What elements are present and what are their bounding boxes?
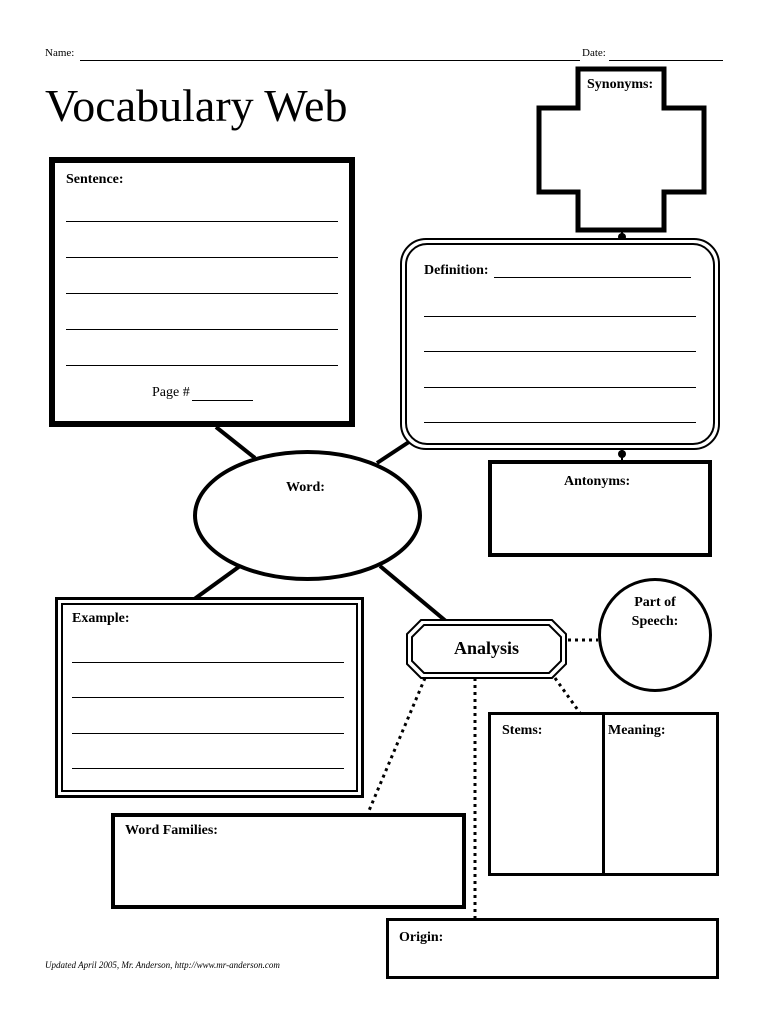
example-line[interactable] — [72, 662, 344, 663]
sentence-line[interactable] — [66, 221, 338, 222]
origin-label: Origin: — [399, 930, 444, 945]
connector-word-example — [193, 566, 240, 600]
meaning-label: Meaning: — [608, 723, 666, 738]
dotted-analysis-stems — [555, 678, 580, 713]
example-line[interactable] — [72, 697, 344, 698]
page-title: Vocabulary Web — [45, 80, 348, 131]
name-line[interactable] — [80, 60, 580, 61]
name-label: Name: — [45, 47, 75, 59]
example-line[interactable] — [72, 733, 344, 734]
synonyms-cross-shape — [539, 69, 704, 230]
sentence-line[interactable] — [66, 365, 338, 366]
definition-line[interactable] — [424, 422, 696, 423]
sentence-box — [49, 157, 355, 427]
sentence-line[interactable] — [66, 293, 338, 294]
sentence-line[interactable] — [66, 257, 338, 258]
example-line[interactable] — [72, 768, 344, 769]
part-of-speech-label-line1: Part of — [634, 595, 676, 610]
connector-dot-bottom — [618, 450, 626, 458]
word-families-label: Word Families: — [125, 823, 218, 838]
definition-line[interactable] — [424, 351, 696, 352]
origin-box — [386, 918, 719, 979]
definition-line[interactable] — [424, 387, 696, 388]
page-number-line[interactable] — [192, 400, 253, 401]
stems-meaning-divider — [602, 714, 605, 874]
word-oval — [193, 450, 422, 581]
sentence-label: Sentence: — [66, 172, 124, 187]
definition-line[interactable] — [494, 277, 691, 278]
sentence-line[interactable] — [66, 329, 338, 330]
stems-label: Stems: — [502, 723, 543, 738]
word-label: Word: — [286, 480, 325, 495]
definition-label: Definition: — [424, 263, 489, 278]
connector-word-analysis — [380, 566, 447, 622]
part-of-speech-label-line2: Speech: — [631, 614, 679, 629]
date-line[interactable] — [609, 60, 723, 61]
connector-sentence-word — [216, 427, 255, 458]
definition-line[interactable] — [424, 316, 696, 317]
footer-credit: Updated April 2005, Mr. Anderson, http://www.mr-anderson.com — [45, 960, 280, 970]
dotted-analysis-wordfamilies — [368, 678, 425, 813]
analysis-label: Analysis — [453, 638, 520, 658]
example-label: Example: — [72, 611, 130, 626]
antonyms-label: Antonyms: — [564, 474, 631, 489]
date-label: Date: — [582, 47, 606, 59]
page-number-label: Page # — [152, 385, 190, 400]
synonyms-label: Synonyms: — [587, 77, 654, 92]
